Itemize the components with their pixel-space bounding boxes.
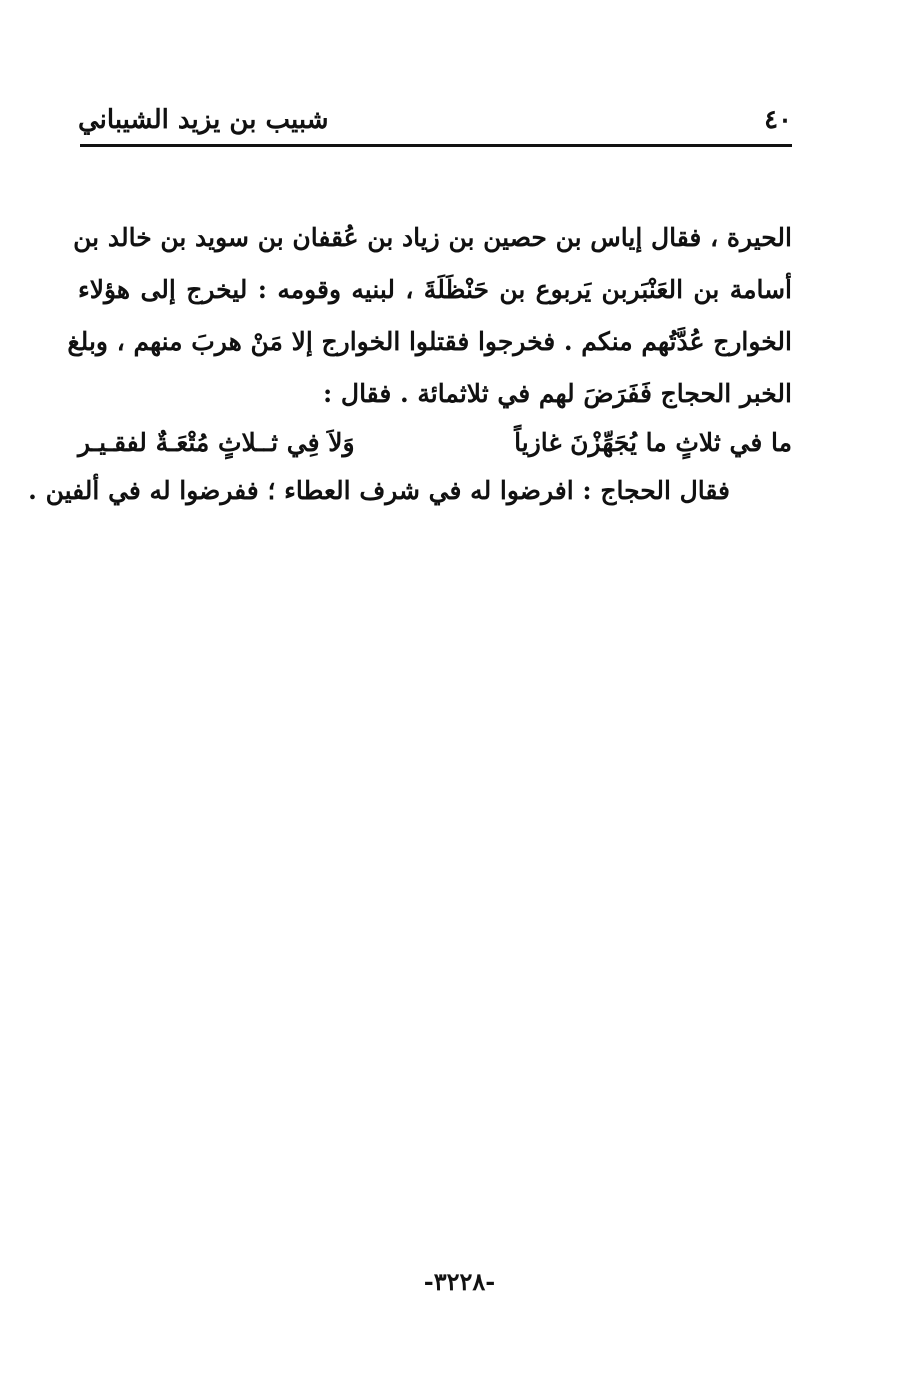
header-page-number: ٤٠ [764, 105, 792, 135]
prose-line-3: الخوارج عُدَّتُهم منكم . فخرجوا فقتلوا الخوارج إلا مَنْ هربَ منهم ، وبلغ [67, 327, 792, 356]
prose-line-2: أسامة بن العَنْبَربن يَربوع بن حَنْظَلَةَ ، لبنيه وقومه : ليخرج إلى هؤلاء [78, 275, 792, 304]
prose-line-1: الحيرة ، فقال إياس بن حصين بن زياد بن عُقفان بن سويد بن خالد بن [73, 223, 792, 252]
running-header [78, 100, 792, 144]
verse-first-hemistich: ما في ثلاثٍ ما يُجَهِّزْنَ غازياً [514, 428, 792, 457]
prose-line-4: الخبر الحجاج فَفَرَضَ لهم في ثلاثمائة . فقال : [322, 379, 792, 408]
header-title: شبيب بن يزيد الشيباني [78, 105, 329, 135]
poetry-verse [78, 420, 792, 466]
body-text [28, 212, 792, 516]
verse-second-hemistich: وَلاَ فِي ثــلاثٍ مُتْعَـةٌ لفقـيـر [78, 428, 355, 457]
footer-page-number: -٣٢٢٨- [423, 1267, 496, 1296]
closing-line: فقال الحجاج : افرضوا له في شرف العطاء ؛ ففرضوا له في ألفين . [28, 476, 730, 505]
header-rule [80, 144, 792, 147]
